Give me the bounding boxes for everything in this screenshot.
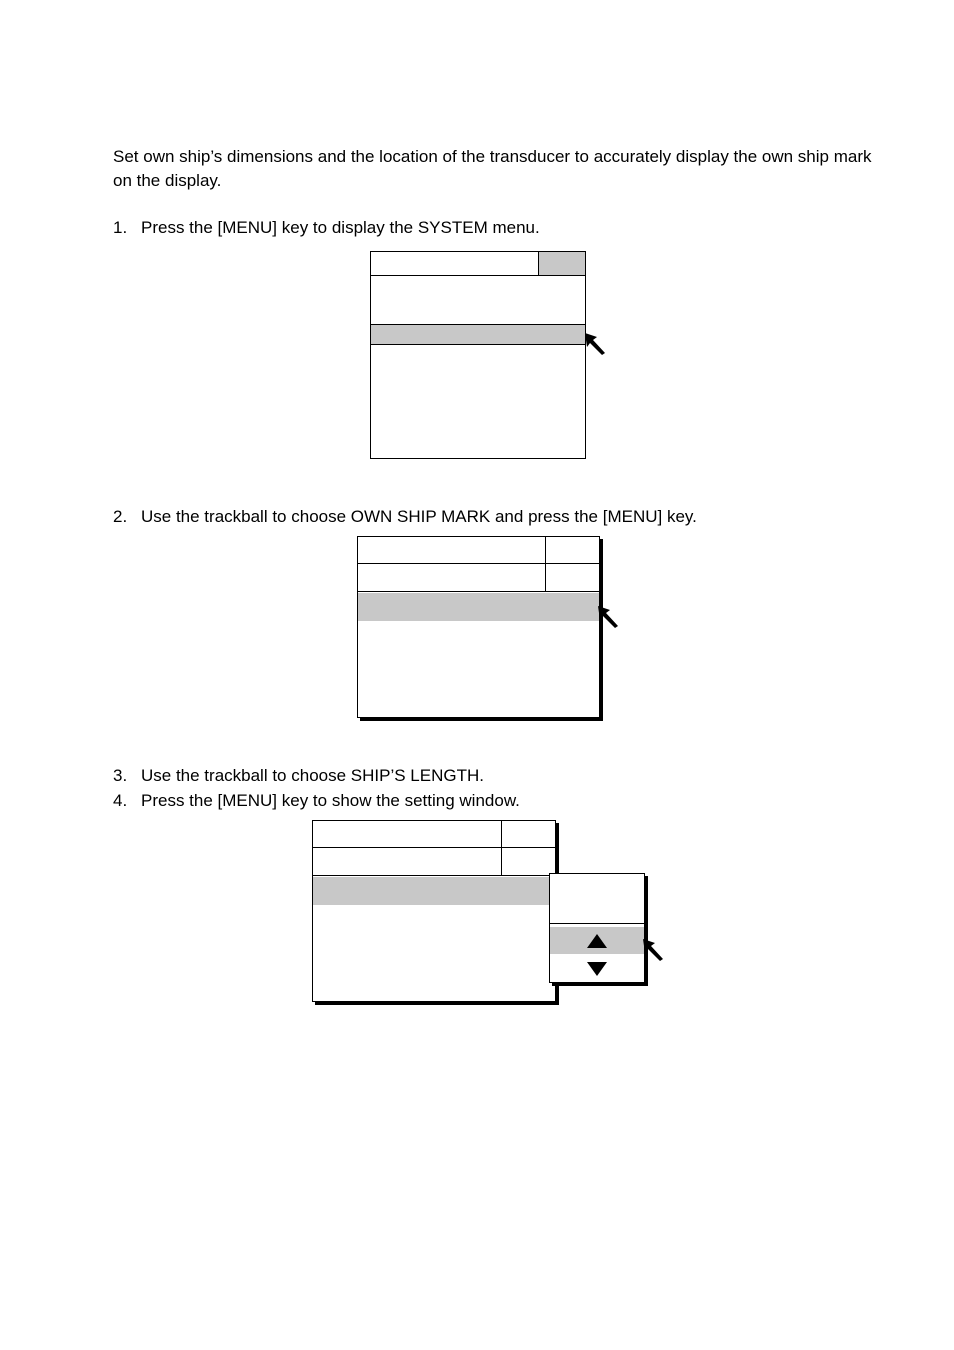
- step-2: [113, 505, 873, 529]
- step-1: [113, 216, 873, 240]
- menu-title-bar: [358, 537, 546, 564]
- menu-title-bar: [313, 821, 502, 848]
- triangle-up-icon: [586, 933, 608, 949]
- menu-item-own-ship-mark[interactable]: [371, 324, 585, 345]
- step-3: [113, 764, 873, 788]
- close-button[interactable]: [539, 252, 585, 276]
- step-number: 4.: [113, 791, 128, 810]
- own-ship-mark-menu-window: [312, 820, 556, 1002]
- step-text: Use the trackball to choose OWN SHIP MARK and press the [MENU] key.: [141, 507, 697, 526]
- close-button[interactable]: [546, 537, 599, 564]
- mouse-pointer-icon: [597, 605, 621, 629]
- step-text: Press the [MENU] key to display the SYSTEM menu.: [141, 218, 540, 237]
- step-number: 3.: [113, 766, 128, 785]
- menu-item-ships-length[interactable]: [313, 877, 555, 905]
- system-menu-window: [370, 251, 586, 459]
- step-number: 1.: [113, 218, 128, 237]
- setting-window: [549, 873, 645, 983]
- menu-item-ships-length[interactable]: [358, 593, 599, 621]
- menu-subtitle-bar: [313, 848, 502, 876]
- setting-value-display: [550, 874, 644, 924]
- increase-button[interactable]: [550, 927, 644, 954]
- back-button[interactable]: [502, 848, 555, 876]
- menu-subtitle-bar: [358, 564, 546, 592]
- triangle-down-icon: [586, 961, 608, 977]
- step-text: Use the trackball to choose SHIP’S LENGTH.: [141, 766, 484, 785]
- mouse-pointer-icon: [642, 938, 666, 962]
- intro-paragraph: Set own ship’s dimensions and the location of the transducer to accurately display the own ship mark on the display.: [113, 147, 872, 190]
- step-text: Press the [MENU] key to show the setting window.: [141, 791, 520, 810]
- step-number: 2.: [113, 507, 128, 526]
- decrease-button[interactable]: [550, 955, 644, 982]
- menu-title-bar: [371, 252, 539, 276]
- close-button[interactable]: [502, 821, 555, 848]
- mouse-pointer-icon: [584, 332, 608, 356]
- step-4: [113, 789, 873, 813]
- own-ship-mark-menu-window: [357, 536, 600, 718]
- back-button[interactable]: [546, 564, 599, 592]
